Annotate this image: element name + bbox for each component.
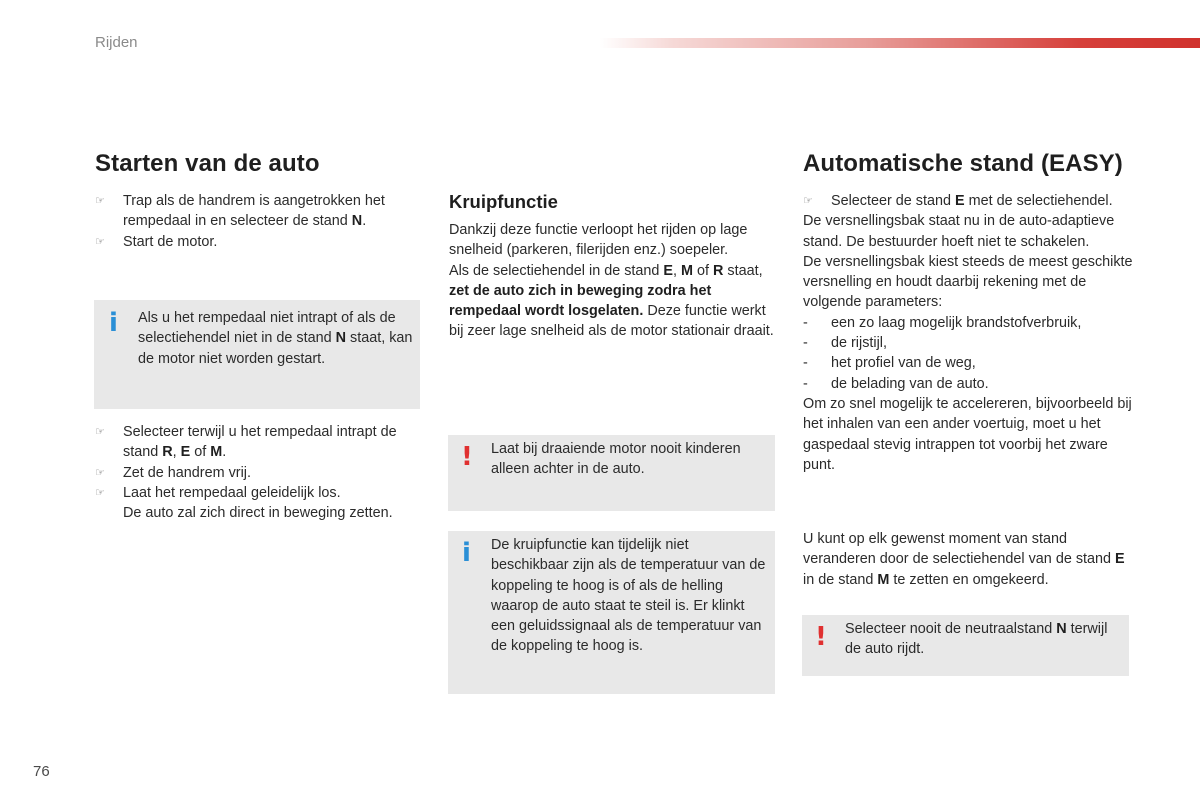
section-title-starting: Starten van de auto	[95, 150, 320, 177]
warning-box-text: Selecteer nooit de neutraalstand N terwijl de auto rijdt.	[845, 621, 1108, 658]
warning-icon: !	[461, 442, 473, 472]
creep-intro: Dankzij deze functie verloopt het rijden op lage snelheid (parkeren, filerijden enz.) soepeler.	[449, 222, 748, 259]
creep-description	[449, 220, 777, 342]
list-item: ☞ Trap als de handrem is aangetrokken het rempedaal in en selecteer de stand N.	[95, 193, 385, 230]
info-icon: i	[109, 308, 118, 338]
list-item: ☞ Laat het rempedaal geleidelijk los. De auto zal zich direct in beweging zetten.	[95, 484, 393, 522]
section-title-creep: Kruipfunctie	[449, 191, 558, 212]
pointing-hand-icon: ☞	[95, 195, 105, 207]
parameter-list	[803, 313, 1133, 394]
warning-icon: !	[815, 622, 827, 652]
list-item: ☞ Start de motor.	[95, 232, 417, 252]
easy-paragraph-4: U kunt op elk gewenst moment van stand veranderen door de selectiehendel van de stand E in de stand M te zetten en omgekeerd.	[803, 531, 1125, 588]
info-box-text: De kruipfunctie kan tijdelijk niet beschikbaar zijn als de temperatuur van de koppeling te hoog is of als de helling waarop de auto staat te steil is. Er klinkt een geluidssignaal als de temperatuur van de koppeling te hoog is.	[491, 537, 766, 655]
easy-steps-list	[803, 191, 1133, 211]
pointing-hand-icon: ☞	[95, 486, 105, 499]
easy-paragraph-3: Om zo snel mogelijk te accelereren, bijvoorbeeld bij het inhalen van een ander voertuig, moet u het gaspedaal stevig intrappen tot voorbij het zware punt.	[803, 395, 1132, 473]
header-accent-bar	[600, 38, 1200, 48]
section-title-easy: Automatische stand (EASY)	[803, 150, 1123, 177]
list-item: ☞ Selecteer de stand E met de selectiehendel.	[803, 191, 1133, 211]
pointing-hand-icon: ☞	[803, 195, 813, 207]
pointing-hand-icon: ☞	[95, 235, 105, 248]
list-item: - de rijstijl,	[803, 335, 887, 352]
warning-box-text: Laat bij draaiende motor nooit kinderen alleen achter in de auto.	[491, 441, 741, 478]
list-item: ☞ Selecteer terwijl u het rempedaal intrapt de stand R, E of M.	[95, 424, 397, 461]
warning-box-neutral	[802, 615, 1129, 676]
list-item: ☞ Zet de handrem vrij.	[95, 463, 423, 483]
start-steps-list	[95, 191, 417, 252]
list-item: - een zo laag mogelijk brandstofverbruik,	[803, 314, 1082, 331]
info-icon: i	[462, 538, 471, 568]
pointing-hand-icon: ☞	[95, 466, 105, 479]
pointing-hand-icon: ☞	[95, 426, 105, 438]
info-box-brake	[94, 300, 420, 409]
info-box-creep	[448, 531, 775, 694]
section-label: Rijden	[95, 34, 138, 51]
creep-paragraph: Als de selectiehendel in de stand E, M of R staat, zet de auto zich in beweging zodra het rempedaal wordt losgelaten. Deze functie werkt bij zeer lage snelheid als de motor stationair draait.	[449, 262, 774, 340]
easy-description	[803, 191, 1133, 475]
warning-box-children	[448, 435, 775, 511]
easy-paragraph-2: De versnellingsbak kiest steeds de meest geschikte versnelling en houdt daarbij rekening met de volgende parameters:	[803, 253, 1133, 311]
info-box-text: Als u het rempedaal niet intrapt of als de selectiehendel niet in de stand N staat, kan de motor niet worden gestart.	[138, 310, 413, 367]
list-item: - het profiel van de weg,	[803, 355, 976, 372]
drive-off-steps-list	[95, 422, 423, 523]
page-number: 76	[33, 763, 50, 780]
list-item: - de belading van de auto.	[803, 375, 989, 392]
easy-paragraph-1: De versnellingsbak staat nu in de auto-adaptieve stand. De bestuurder hoeft niet te schakelen.	[803, 213, 1115, 250]
